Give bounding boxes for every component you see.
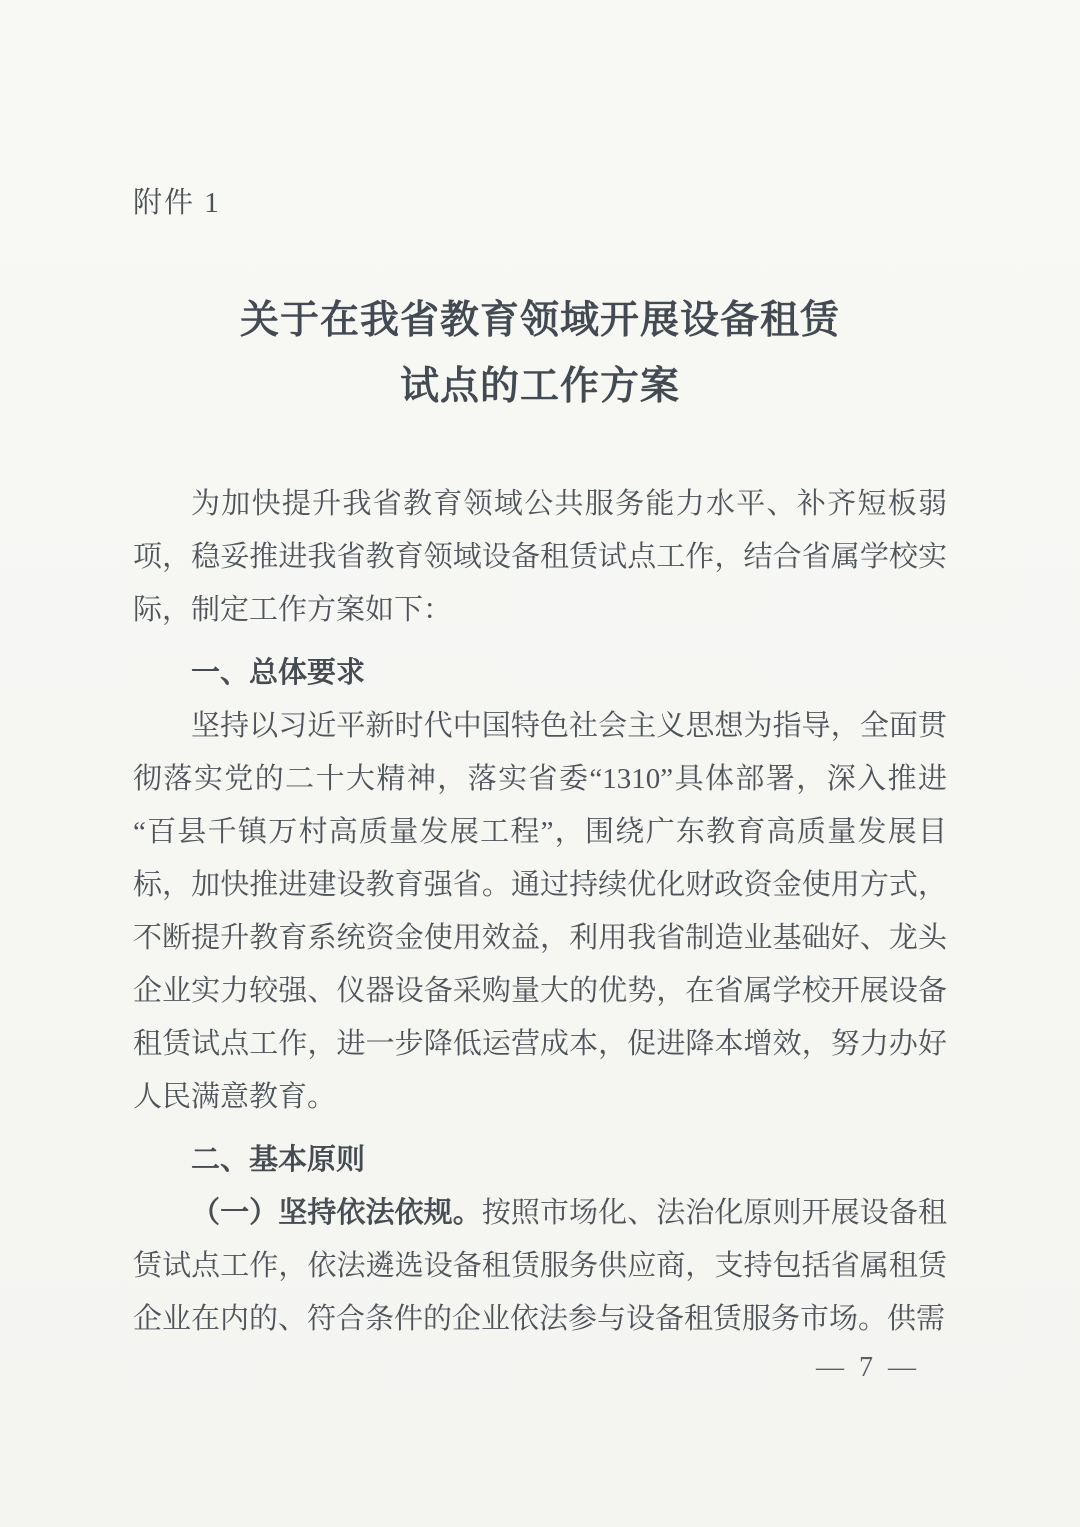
attachment-label: 附件 1 (133, 187, 221, 219)
item-1-label: （一）坚持依法依规。 (191, 1197, 482, 1229)
item-1-text: 按照市场化、法治化原则开展设备租赁试点工作，依法遴选设备租赁服务供应商，支持包括省属租赁企业在内的、符合条件的企业依法参与设备租赁服务市场。供需 (133, 1197, 947, 1335)
document-body (133, 478, 947, 1346)
document-title (0, 288, 1080, 420)
section-1-heading: 一、总体要求 (191, 657, 366, 689)
section-1-paragraph: 坚持以习近平新时代中国特色社会主义思想为指导，全面贯彻落实党的二十大精神，落实省委“1310”具体部署，深入推进“百县千镇万村高质量发展工程”，围绕广东教育高质量发展目标，加快推进建设教育强省。通过持续优化财政资金使用方式，不断提升教育系统资金使用效益，利用我省制造业基础好、龙头企业实力较强、仪器设备采购量大的优势，在省属学校开展设备租赁试点工作，进一步降低运营成本，促进降本增效，努力办好人民满意教育。 (133, 710, 947, 1113)
section-2-item-1 (133, 1187, 947, 1346)
intro-paragraph: 为加快提升我省教育领域公共服务能力水平、补齐短板弱项，稳妥推进我省教育领域设备租赁试点工作，结合省属学校实际，制定工作方案如下： (133, 488, 947, 626)
title-line-1: 关于在我省教育领域开展设备租赁 (239, 299, 840, 342)
title-line-2: 试点的工作方案 (399, 365, 680, 408)
page-number: — 7 — (816, 1352, 920, 1383)
section-2-heading: 二、基本原则 (191, 1144, 366, 1176)
